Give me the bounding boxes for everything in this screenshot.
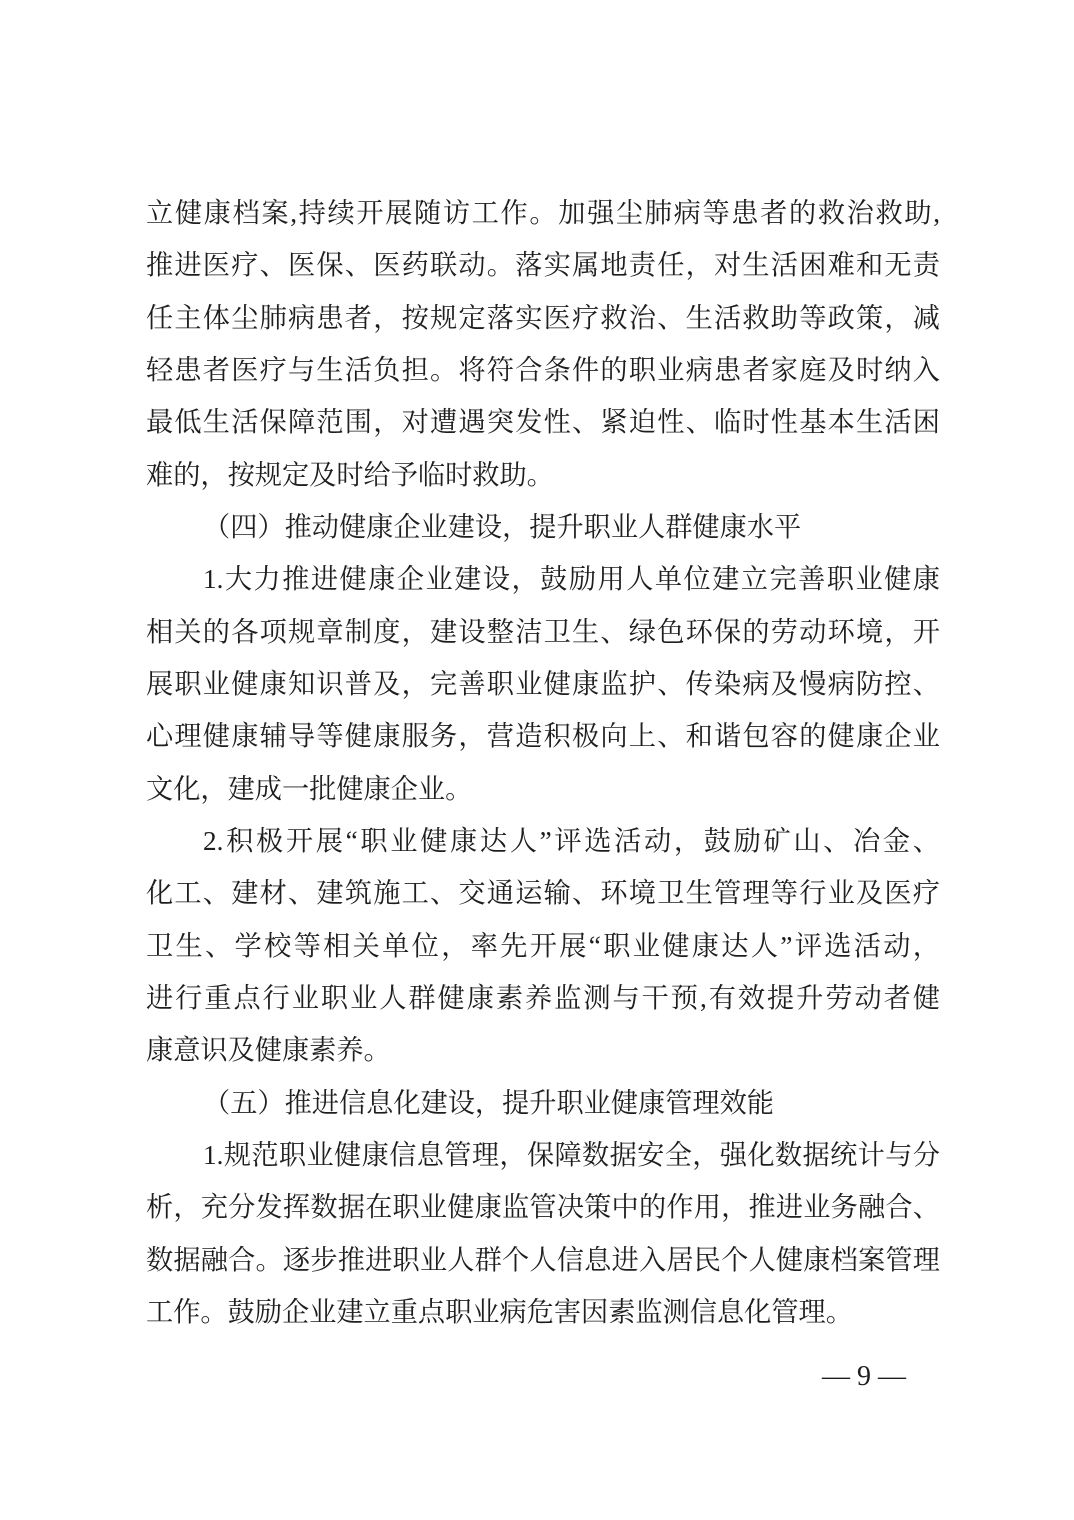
body-text-line: 推进医疗、医保、医药联动。落实属地责任，对生活困难和无责 bbox=[146, 250, 940, 281]
body-text-line: 数据融合。逐步推进职业人群个人信息进入居民个人健康档案管理 bbox=[146, 1244, 940, 1275]
document-body bbox=[146, 187, 940, 1338]
body-text-line: 卫生、学校等相关单位，率先开展“职业健康达人”评选活动， bbox=[146, 930, 940, 961]
page-number: — 9 — bbox=[822, 1361, 906, 1392]
body-text-line: 相关的各项规章制度，建设整洁卫生、绿色环保的劳动环境，开 bbox=[146, 616, 940, 647]
body-text-line: 文化，建成一批健康企业。 bbox=[146, 773, 473, 804]
body-text-line: 2.积极开展“职业健康达人”评选活动，鼓励矿山、冶金、 bbox=[203, 825, 940, 856]
section-five bbox=[146, 1077, 940, 1339]
body-text-line: 难的，按规定及时给予临时救助。 bbox=[146, 459, 554, 490]
body-text-line: 析，充分发挥数据在职业健康监管决策中的作用，推进业务融合、 bbox=[146, 1192, 940, 1223]
section-five-item-1 bbox=[146, 1129, 940, 1338]
continued-paragraph bbox=[146, 187, 940, 501]
body-text-line: 心理健康辅导等健康服务，营造积极向上、和谐包容的健康企业 bbox=[146, 721, 940, 752]
body-text-line: 轻患者医疗与生活负担。将符合条件的职业病患者家庭及时纳入 bbox=[146, 354, 940, 385]
section-four bbox=[146, 501, 940, 1077]
body-text-line: 立健康档案,持续开展随访工作。加强尘肺病等患者的救治救助, bbox=[146, 198, 940, 228]
body-text-line: 化工、建材、建筑施工、交通运输、环境卫生管理等行业及医疗 bbox=[146, 878, 940, 909]
body-text-line: 最低生活保障范围，对遭遇突发性、紧迫性、临时性基本生活困 bbox=[146, 407, 940, 438]
section-four-item-1 bbox=[146, 553, 940, 815]
section-heading: （五）推进信息化建设，提升职业健康管理效能 bbox=[203, 1087, 774, 1118]
body-text-line: 1.规范职业健康信息管理，保障数据安全，强化数据统计与分 bbox=[203, 1139, 940, 1170]
body-text-line: 任主体尘肺病患者，按规定落实医疗救治、生活救助等政策，减 bbox=[146, 302, 940, 333]
body-text-line: 康意识及健康素养。 bbox=[146, 1035, 391, 1066]
section-four-item-2 bbox=[146, 815, 940, 1077]
section-heading: （四）推动健康企业建设，提升职业人群健康水平 bbox=[203, 511, 802, 542]
body-text-line: 1.大力推进健康企业建设，鼓励用人单位建立完善职业健康 bbox=[203, 564, 940, 595]
body-text-line: 展职业健康知识普及，完善职业健康监护、传染病及慢病防控、 bbox=[146, 668, 940, 699]
body-text-line: 进行重点行业职业人群健康素养监测与干预,有效提升劳动者健 bbox=[146, 982, 940, 1013]
body-text-line: 工作。鼓励企业建立重点职业病危害因素监测信息化管理。 bbox=[146, 1296, 853, 1327]
